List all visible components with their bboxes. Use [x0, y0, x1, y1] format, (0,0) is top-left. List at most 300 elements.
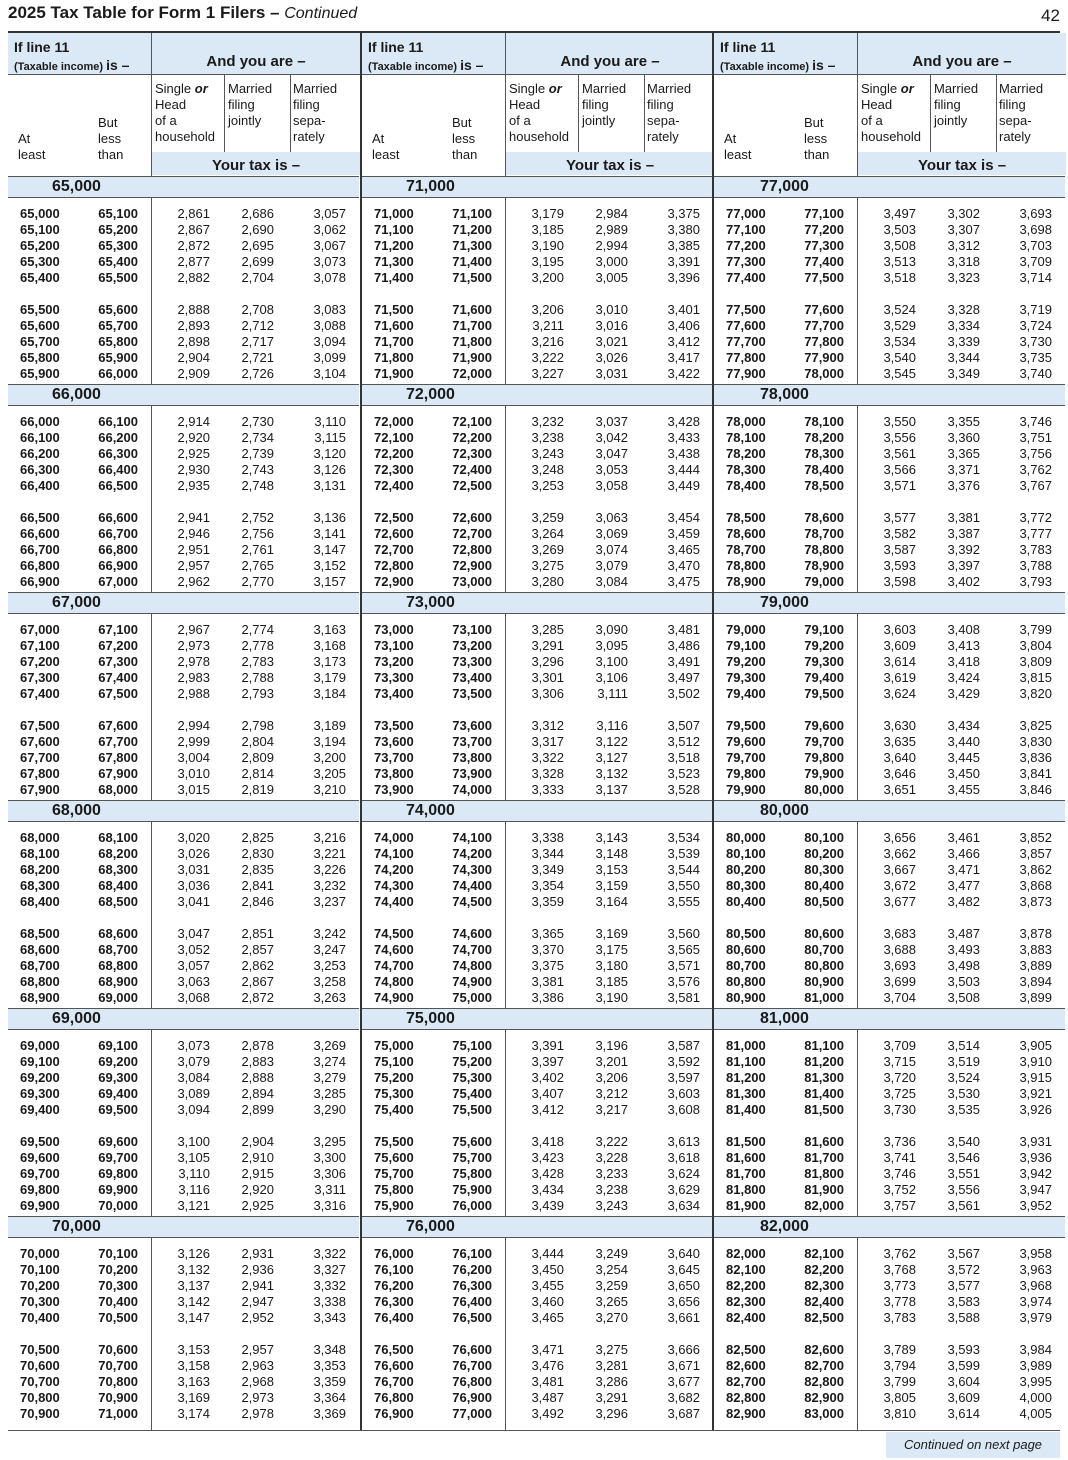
- at-least-value: 69,500: [20, 1134, 60, 1149]
- married-jointly-tax-value: 2,910: [241, 1150, 274, 1165]
- married-separately-tax-value: 3,979: [1019, 1310, 1052, 1325]
- table-row: [8, 1262, 359, 1278]
- table-row: [362, 894, 713, 910]
- single-tax-value: 3,476: [531, 1358, 564, 1373]
- married-separately-tax-value: 3,216: [313, 830, 346, 845]
- married-separately-tax-value: 3,719: [1019, 302, 1052, 317]
- married-jointly-tax-value: 3,005: [595, 270, 628, 285]
- single-tax-value: 2,877: [177, 254, 210, 269]
- single-tax-value: 3,338: [531, 830, 564, 845]
- at-least-value: 65,300: [20, 254, 60, 269]
- married-separately-tax-value: 3,152: [313, 558, 346, 573]
- table-row: [714, 654, 1065, 670]
- but-less-than-value: 66,100: [98, 414, 138, 429]
- at-least-value: 80,000: [726, 830, 766, 845]
- income-bracket-section: [8, 592, 359, 800]
- married-jointly-tax-value: 3,291: [595, 1390, 628, 1405]
- but-less-than-value: 81,300: [804, 1070, 844, 1085]
- single-tax-value: 3,116: [178, 1182, 210, 1197]
- married-jointly-tax-value: 3,440: [947, 734, 980, 749]
- married-jointly-tax-value: 3,556: [947, 1182, 980, 1197]
- but-less-than-value: 80,900: [804, 974, 844, 989]
- single-tax-value: 3,301: [531, 670, 564, 685]
- married-separately-tax-value: 3,274: [313, 1054, 346, 1069]
- married-separately-tax-value: 3,380: [667, 222, 700, 237]
- your-tax-is-label: Your tax is –: [506, 152, 714, 175]
- but-less-than-value: 78,100: [804, 414, 844, 429]
- and-you-are-label: And you are –: [506, 33, 714, 75]
- table-row: [8, 1390, 359, 1406]
- single-tax-value: 3,640: [883, 750, 916, 765]
- single-tax-value: 3,105: [177, 1150, 210, 1165]
- table-row: [362, 766, 713, 782]
- single-tax-value: 3,418: [531, 1134, 564, 1149]
- table-row: [714, 430, 1065, 446]
- table-row: [8, 1374, 359, 1390]
- married-separately-tax-value: 3,624: [667, 1166, 700, 1181]
- married-separately-tax-value: 3,343: [313, 1310, 346, 1325]
- single-or-hoh-header: [509, 81, 569, 145]
- married-separately-tax-value: 3,232: [313, 878, 346, 893]
- single-tax-value: 3,428: [531, 1166, 564, 1181]
- single-tax-value: 3,253: [531, 478, 564, 493]
- married-separately-tax-value: 3,634: [667, 1198, 700, 1213]
- married-jointly-tax-value: 3,185: [595, 974, 628, 989]
- married-separately-tax-value: 3,470: [667, 558, 700, 573]
- but-less-than-value: 73,000: [452, 574, 492, 589]
- table-row: [8, 222, 359, 238]
- single-tax-value: 2,920: [177, 430, 210, 445]
- married-separately-tax-value: 3,131: [313, 478, 346, 493]
- at-least-value: 79,600: [726, 734, 766, 749]
- married-jointly-tax-value: 2,778: [241, 638, 274, 653]
- but-less-than-value: 76,500: [452, 1310, 492, 1325]
- married-jointly-tax-value: 3,217: [595, 1102, 628, 1117]
- married-separately-word: rately: [293, 129, 325, 144]
- married-jointly-tax-value: 3,249: [595, 1246, 628, 1261]
- married-jointly-tax-value: 3,387: [947, 526, 980, 541]
- table-row: [8, 350, 359, 366]
- married-separately-tax-value: 3,512: [667, 734, 700, 749]
- married-separately-tax-value: 3,269: [313, 1038, 346, 1053]
- married-jointly-tax-value: 3,021: [595, 334, 628, 349]
- married-jointly-tax-value: 3,233: [595, 1166, 628, 1181]
- at-least-value: 81,600: [726, 1150, 766, 1165]
- married-separately-tax-value: 3,359: [313, 1374, 346, 1389]
- single-tax-value: 3,752: [883, 1182, 916, 1197]
- table-row: [362, 670, 713, 686]
- at-least-value: 76,000: [374, 1246, 414, 1261]
- married-jointly-tax-value: 2,857: [241, 942, 274, 957]
- table-row: [714, 894, 1065, 910]
- table-row: [8, 542, 359, 558]
- married-jointly-tax-value: 2,730: [241, 414, 274, 429]
- table-row: [714, 1294, 1065, 1310]
- but-less-than-value: 74,400: [452, 878, 492, 893]
- at-least-value: 80,900: [726, 990, 766, 1005]
- at-least-value: 75,200: [374, 1070, 414, 1085]
- but-less-than-value: 70,300: [98, 1278, 138, 1293]
- married-jointly-tax-value: 2,878: [241, 1038, 274, 1053]
- married-separately-tax-value: 3,905: [1019, 1038, 1052, 1053]
- but-less-than-header: [804, 115, 829, 163]
- but-less-than-value: 69,100: [98, 1038, 138, 1053]
- single-tax-value: 3,582: [883, 526, 916, 541]
- married-jointly-tax-value: 2,862: [241, 958, 274, 973]
- married-separately-tax-value: 3,189: [313, 718, 346, 733]
- table-row: [714, 1070, 1065, 1086]
- but-less-than-value: 68,200: [98, 846, 138, 861]
- married-jointly-tax-value: 3,561: [947, 1198, 980, 1213]
- married-jointly-tax-value: 2,783: [241, 654, 274, 669]
- single-tax-value: 3,052: [177, 942, 210, 957]
- table-row: [362, 334, 713, 350]
- married-jointly-tax-value: 2,968: [241, 1374, 274, 1389]
- married-jointly-tax-value: 3,365: [947, 446, 980, 461]
- married-jointly-tax-value: 3,424: [947, 670, 980, 685]
- at-least-value: 66,800: [20, 558, 60, 573]
- married-jointly-word: filing: [934, 97, 961, 112]
- married-jointly-tax-value: 3,551: [947, 1166, 980, 1181]
- single-tax-value: 3,206: [531, 302, 564, 317]
- title-text: 2025 Tax Table for Form 1 Filers: [8, 3, 266, 22]
- table-row: [8, 670, 359, 686]
- married-separately-word: sepa-: [293, 113, 326, 128]
- but-less-than-value: 65,200: [98, 222, 138, 237]
- table-row: [362, 1086, 713, 1102]
- married-jointly-tax-value: 3,360: [947, 430, 980, 445]
- but-less-than-value: 72,400: [452, 462, 492, 477]
- married-separately-tax-value: 3,136: [313, 510, 346, 525]
- but-less-than-value: 66,800: [98, 542, 138, 557]
- at-least-value: 78,300: [726, 462, 766, 477]
- single-tax-value: 3,736: [883, 1134, 916, 1149]
- table-row: [8, 990, 359, 1006]
- married-separately-tax-value: 3,783: [1019, 542, 1052, 557]
- single-tax-value: 3,614: [883, 654, 916, 669]
- married-separately-tax-value: 3,088: [313, 318, 346, 333]
- table-row: [362, 782, 713, 798]
- but-less-than-value: 82,800: [804, 1374, 844, 1389]
- married-separately-tax-value: 3,348: [313, 1342, 346, 1357]
- section-heading-value: 70,000: [52, 1218, 101, 1235]
- table-row: [714, 1262, 1065, 1278]
- section-heading: [362, 1008, 713, 1030]
- at-least-value: 68,000: [20, 830, 60, 845]
- married-separately-tax-value: 3,534: [667, 830, 700, 845]
- but-less-than-value: 80,700: [804, 942, 844, 957]
- at-least-value: 82,200: [726, 1278, 766, 1293]
- married-jointly-tax-value: 3,164: [595, 894, 628, 909]
- married-jointly-tax-value: 3,429: [947, 686, 980, 701]
- at-least-value: 72,600: [374, 526, 414, 541]
- table-row: [362, 1374, 713, 1390]
- is-text: is –: [460, 57, 484, 73]
- married-jointly-tax-value: 3,243: [595, 1198, 628, 1213]
- at-least-value: 71,100: [374, 222, 414, 237]
- table-row: [362, 302, 713, 318]
- single-tax-value: 2,988: [177, 686, 210, 701]
- at-least-value: 66,600: [20, 526, 60, 541]
- but-less-than-value: 73,200: [452, 638, 492, 653]
- married-separately-tax-value: 3,793: [1019, 574, 1052, 589]
- married-jointly-tax-value: 3,402: [947, 574, 980, 589]
- at-least-value: 81,100: [726, 1054, 766, 1069]
- at-least-value: 80,700: [726, 958, 766, 973]
- table-row: [8, 1086, 359, 1102]
- but-less-than-value: 76,800: [452, 1374, 492, 1389]
- but-less-than-value: 72,600: [452, 510, 492, 525]
- married-separately-tax-value: 3,974: [1019, 1294, 1052, 1309]
- but-less-than-value: 77,300: [804, 238, 844, 253]
- at-least-value: 81,200: [726, 1070, 766, 1085]
- but-less-than-value: 72,800: [452, 542, 492, 557]
- at-least-value: 71,600: [374, 318, 414, 333]
- but-less-than-value: 69,600: [98, 1134, 138, 1149]
- but-less-than-value: 79,100: [804, 622, 844, 637]
- married-separately-tax-value: 3,433: [667, 430, 700, 445]
- married-separately-tax-value: 3,332: [313, 1278, 346, 1293]
- single-tax-value: 3,349: [531, 862, 564, 877]
- at-least-value: 79,700: [726, 750, 766, 765]
- at-least-value: 67,800: [20, 766, 60, 781]
- but-less-than-value: 81,600: [804, 1134, 844, 1149]
- single-tax-value: 3,481: [531, 1374, 564, 1389]
- but-less-than-value: 77,100: [804, 206, 844, 221]
- married-jointly-tax-value: 2,830: [241, 846, 274, 861]
- single-tax-value: 3,026: [177, 846, 210, 861]
- at-least-value: 73,200: [374, 654, 414, 669]
- single-tax-value: 3,322: [531, 750, 564, 765]
- married-separately-tax-value: 3,899: [1019, 990, 1052, 1005]
- but-less-than-value: 68,000: [98, 782, 138, 797]
- but-less-than-value: 81,500: [804, 1102, 844, 1117]
- table-row: [362, 526, 713, 542]
- single-tax-value: 3,222: [531, 350, 564, 365]
- married-jointly-tax-value: 3,031: [595, 366, 628, 381]
- married-separately-tax-value: 3,984: [1019, 1342, 1052, 1357]
- but-less-than-value: 65,500: [98, 270, 138, 285]
- married-separately-tax-value: 3,226: [313, 862, 346, 877]
- single-or-line: [155, 81, 215, 97]
- single-tax-value: 3,158: [177, 1358, 210, 1373]
- but-less-than-value: 80,200: [804, 846, 844, 861]
- married-jointly-tax-value: 3,296: [595, 1406, 628, 1421]
- at-least-value: 65,800: [20, 350, 60, 365]
- married-jointly-tax-value: 2,941: [241, 1278, 274, 1293]
- page-number: 42: [1041, 6, 1060, 25]
- married-jointly-tax-value: 3,010: [595, 302, 628, 317]
- single-tax-value: 3,529: [883, 318, 916, 333]
- married-jointly-tax-value: 3,530: [947, 1086, 980, 1101]
- married-separately-tax-value: 3,846: [1019, 782, 1052, 797]
- married-separately-tax-value: 3,417: [667, 350, 700, 365]
- at-least-value: 81,800: [726, 1182, 766, 1197]
- but-less-than-value: 77,200: [804, 222, 844, 237]
- table-row: [8, 926, 359, 942]
- table-row: [8, 574, 359, 590]
- married-separately-tax-value: 3,422: [667, 366, 700, 381]
- taxable-income-label: [720, 57, 835, 73]
- single-tax-value: 3,561: [883, 446, 916, 461]
- married-separately-tax-value: 3,290: [313, 1102, 346, 1117]
- filing-status-header: [505, 33, 714, 175]
- married-separately-tax-value: 3,910: [1019, 1054, 1052, 1069]
- married-jointly-tax-value: 2,915: [241, 1166, 274, 1181]
- at-least-value: 68,600: [20, 942, 60, 957]
- but-less-than-value: 77,800: [804, 334, 844, 349]
- single-tax-value: 3,190: [531, 238, 564, 253]
- but-less-than-value: 68,400: [98, 878, 138, 893]
- married-jointly-tax-value: 2,920: [241, 1182, 274, 1197]
- single-tax-value: 3,275: [531, 558, 564, 573]
- at-least-value: 76,400: [374, 1310, 414, 1325]
- single-tax-value: 3,036: [177, 878, 210, 893]
- at-least-value: 74,300: [374, 878, 414, 893]
- single-tax-value: 3,179: [531, 206, 564, 221]
- single-tax-value: 3,381: [531, 974, 564, 989]
- single-tax-value: 3,312: [531, 718, 564, 733]
- but-less-than-value: 69,500: [98, 1102, 138, 1117]
- married-jointly-tax-value: 2,851: [241, 926, 274, 941]
- at-least-value: 71,000: [374, 206, 414, 221]
- married-separately-tax-value: 3,629: [667, 1182, 700, 1197]
- married-jointly-tax-value: 3,238: [595, 1182, 628, 1197]
- table-row: [714, 478, 1065, 494]
- section-heading: [362, 384, 713, 406]
- table-panel-3: [712, 33, 1065, 1430]
- your-tax-is-label: Your tax is –: [858, 152, 1066, 175]
- at-least-value: 66,300: [20, 462, 60, 477]
- section-heading-value: 75,000: [406, 1010, 455, 1027]
- at-least-value: 76,300: [374, 1294, 414, 1309]
- but-less-than-value: 69,700: [98, 1150, 138, 1165]
- at-least-value: 80,100: [726, 846, 766, 861]
- married-jointly-tax-value: 2,743: [241, 462, 274, 477]
- section-heading-value: 79,000: [760, 594, 809, 611]
- table-row: [362, 1310, 713, 1326]
- married-separately-tax-value: 3,804: [1019, 638, 1052, 653]
- married-separately-tax-value: 3,894: [1019, 974, 1052, 989]
- table-row: [714, 1182, 1065, 1198]
- but-less-than-value: 65,400: [98, 254, 138, 269]
- at-least-value: 78,600: [726, 526, 766, 541]
- at-least-value: 70,400: [20, 1310, 60, 1325]
- but-less-than-value: 74,900: [452, 974, 492, 989]
- table-row: [714, 574, 1065, 590]
- at-least-value: 77,600: [726, 318, 766, 333]
- but-less-than-value: 66,500: [98, 478, 138, 493]
- but-less-than-value: 73,700: [452, 734, 492, 749]
- married-jointly-tax-value: 3,604: [947, 1374, 980, 1389]
- married-separately-tax-value: 3,247: [313, 942, 346, 957]
- married-jointly-tax-value: 3,100: [595, 654, 628, 669]
- table-row: [714, 686, 1065, 702]
- at-least-value: 72,400: [374, 478, 414, 493]
- table-row: [714, 1166, 1065, 1182]
- married-jointly-tax-value: 3,583: [947, 1294, 980, 1309]
- married-jointly-tax-value: 3,577: [947, 1278, 980, 1293]
- table-row: [362, 414, 713, 430]
- but-less-than-value: 69,800: [98, 1166, 138, 1181]
- at-least-value: 79,400: [726, 686, 766, 701]
- but-less-than-value: 71,300: [452, 238, 492, 253]
- single-tax-value: 3,094: [177, 1102, 210, 1117]
- but-less-than-value: 76,600: [452, 1342, 492, 1357]
- income-column-header: [714, 33, 857, 175]
- at-least-value: 81,300: [726, 1086, 766, 1101]
- at-least-value: 68,900: [20, 990, 60, 1005]
- table-row: [362, 318, 713, 334]
- married-separately-tax-value: 3,550: [667, 878, 700, 893]
- married-jointly-tax-value: 3,466: [947, 846, 980, 861]
- married-jointly-word: jointly: [582, 113, 616, 128]
- single-word: Single: [861, 81, 898, 96]
- but-less-than-value: 76,000: [452, 1198, 492, 1213]
- table-row: [8, 1294, 359, 1310]
- section-heading-value: 68,000: [52, 802, 101, 819]
- if-line-11: If line 11: [720, 39, 776, 55]
- single-tax-value: 2,888: [177, 302, 210, 317]
- at-least-value: 82,000: [726, 1246, 766, 1261]
- but-less-than-value: 68,500: [98, 894, 138, 909]
- single-tax-value: 3,778: [883, 1294, 916, 1309]
- but-less-than-value: 71,700: [452, 318, 492, 333]
- single-tax-value: 3,391: [531, 1038, 564, 1053]
- income-bracket-section: [362, 800, 713, 1008]
- at-least-value: 76,900: [374, 1406, 414, 1421]
- single-tax-value: 2,978: [177, 654, 210, 669]
- table-row: [714, 1134, 1065, 1150]
- married-separately-tax-value: 3,873: [1019, 894, 1052, 909]
- married-jointly-tax-value: 3,487: [947, 926, 980, 941]
- at-least-value: 68,100: [20, 846, 60, 861]
- single-tax-value: 3,397: [531, 1054, 564, 1069]
- at-least-value: 67,900: [20, 782, 60, 797]
- at-least-value: 68,700: [20, 958, 60, 973]
- married-jointly-tax-value: 3,381: [947, 510, 980, 525]
- married-separately-tax-value: 3,062: [313, 222, 346, 237]
- but-less-than-value: 76,300: [452, 1278, 492, 1293]
- but-less-than-value: 70,200: [98, 1262, 138, 1277]
- married-jointly-tax-value: 3,535: [947, 1102, 980, 1117]
- married-jointly-tax-value: 3,053: [595, 462, 628, 477]
- married-jointly-tax-value: 2,804: [241, 734, 274, 749]
- but-less-than-word: than: [804, 147, 830, 162]
- married-separately-tax-value: 3,295: [313, 1134, 346, 1149]
- at-least-value: 73,800: [374, 766, 414, 781]
- at-least-value: 79,500: [726, 718, 766, 733]
- but-less-than-value: 78,200: [804, 430, 844, 445]
- single-tax-value: 3,317: [531, 734, 564, 749]
- married-jointly-tax-value: 2,989: [595, 222, 628, 237]
- but-less-than-value: 74,700: [452, 942, 492, 957]
- married-separately-tax-value: 3,120: [313, 446, 346, 461]
- married-separately-tax-value: 3,475: [667, 574, 700, 589]
- column-divider: [290, 74, 291, 152]
- married-jointly-tax-value: 3,058: [595, 478, 628, 493]
- table-row: [714, 526, 1065, 542]
- at-least-word: At: [18, 131, 31, 146]
- at-least-value: 65,000: [20, 206, 60, 221]
- married-jointly-tax-value: 3,047: [595, 446, 628, 461]
- married-jointly-tax-value: 2,888: [241, 1070, 274, 1085]
- table-row: [362, 654, 713, 670]
- married-jointly-tax-value: 2,978: [241, 1406, 274, 1421]
- married-separately-tax-value: 3,168: [313, 638, 346, 653]
- married-jointly-tax-value: 3,477: [947, 878, 980, 893]
- table-row: [714, 1406, 1065, 1422]
